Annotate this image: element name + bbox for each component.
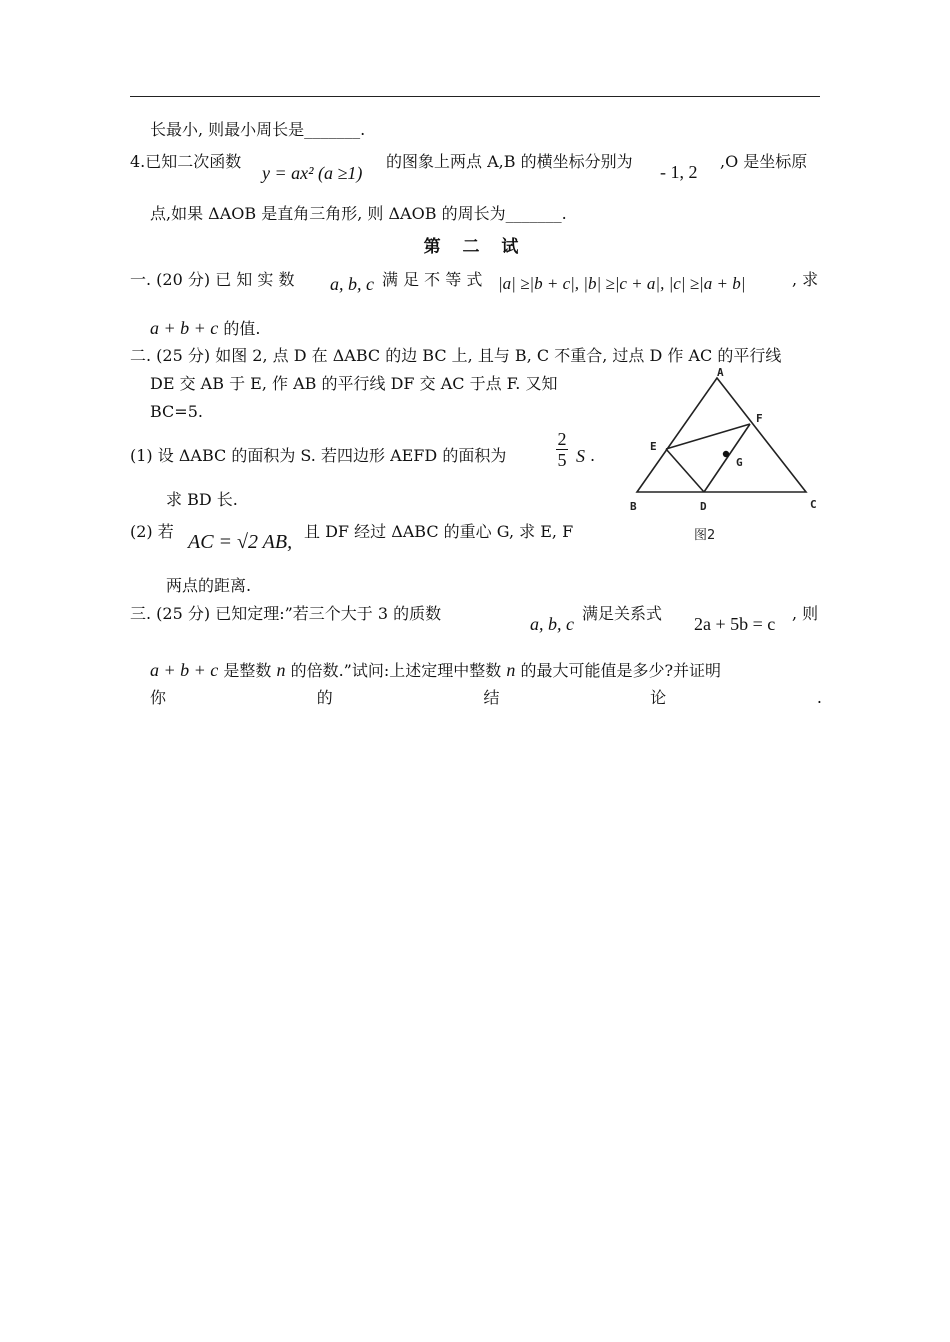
p3-line2-text3: 的最大可能值是多少?并证明 <box>520 661 722 680</box>
p2-line3: BC=5. <box>150 402 203 421</box>
p3-suffix: , 则 <box>792 604 819 623</box>
p3-word-4: . <box>816 688 822 707</box>
p1-prefix: 一. (20 分) 已 知 实 数 <box>130 270 295 289</box>
q4-suffix: ,O 是坐标原 <box>720 152 808 171</box>
p2-q1-var: S <box>576 446 585 466</box>
p2-q1 <box>130 446 506 466</box>
p1-mid: 满 足 不 等 式 <box>382 270 483 289</box>
label-f: F <box>756 412 763 425</box>
p2-line2: DE 交 AB 于 E, 作 AB 的平行线 DF 交 AC 于点 F. 又知 <box>150 374 558 393</box>
p2-line1: 二. (25 分) 如图 2, 点 D 在 ΔABC 的边 BC 上, 且与 B, C 不重合, 过点 D 作 AC 的平行线 <box>130 346 782 365</box>
triangle-abc <box>637 378 806 492</box>
p1-suffix: , 求 <box>792 270 819 289</box>
p2-q1-fraction <box>554 430 570 469</box>
segment-de <box>666 449 704 492</box>
p3-line2-text1: 是整数 <box>223 661 272 680</box>
q4-prefix: 4.已知二次函数 <box>130 152 242 171</box>
p1-line2 <box>150 318 260 339</box>
p2-q2-line2: 两点的距离. <box>166 576 252 595</box>
label-c: C <box>810 498 817 511</box>
segment-ef <box>666 424 750 449</box>
p1-vars: a, b, c <box>330 274 374 294</box>
q4-formula: y = ax² (a ≥1) <box>262 163 363 183</box>
triangle-figure <box>620 362 830 552</box>
segment-df <box>704 424 750 492</box>
p3-vars: a, b, c <box>530 614 574 634</box>
centroid-point <box>723 451 729 457</box>
p2-q2-math: AC = √2 AB, <box>188 531 293 553</box>
p1-sum: a + b + c <box>150 318 219 338</box>
continued-text: 长最小, 则最小周长是_______. <box>150 120 366 139</box>
p2-q2-suffix: 且 DF 经过 ΔABC 的重心 G, 求 E, F <box>304 522 574 541</box>
p3-line2 <box>150 660 721 681</box>
label-d: D <box>700 500 707 513</box>
p3-n: n <box>276 660 286 680</box>
p2-q1-prefix: (1) 设 ΔABC 的面积为 S. 若四边形 AEFD 的面积为 <box>130 446 507 465</box>
p1-line2-text: 的值. <box>223 319 261 338</box>
p2-q1-line2: 求 BD 长. <box>166 490 238 509</box>
p2-q2-prefix: (2) 若 <box>130 522 174 541</box>
section-title: 第 二 试 <box>423 237 527 257</box>
p3-word-0: 你 <box>150 688 167 707</box>
p3-n2: n <box>506 660 516 680</box>
q4-values: - 1, 2 <box>660 162 698 182</box>
label-b: B <box>630 500 637 513</box>
continued-line <box>150 120 365 140</box>
p3-line3 <box>150 688 822 708</box>
p2-q1-suffix: . <box>590 446 596 465</box>
q4-middle: 的图象上两点 A,B 的横坐标分别为 <box>386 152 633 171</box>
p3-word-3: 论 <box>650 688 667 707</box>
p3-word-1: 的 <box>316 688 333 707</box>
figure-caption: 图2 <box>694 528 716 543</box>
fraction-denominator: 5 <box>557 450 567 470</box>
q4-line1 <box>130 152 241 172</box>
fraction-numerator: 2 <box>557 429 567 449</box>
label-a: A <box>717 366 724 379</box>
q4-line2: 点,如果 ΔAOB 是直角三角形, 则 ΔAOB 的周长为_______. <box>150 204 567 223</box>
p1-inequalities: |a| ≥|b + c|, |b| ≥|c + a|, |c| ≥|a + b| <box>498 274 746 293</box>
label-e: E <box>650 440 657 453</box>
p3-prefix: 三. (25 分) 已知定理:”若三个大于 3 的质数 <box>130 604 442 623</box>
p3-relation: 2a + 5b = c <box>694 614 776 634</box>
p3-line2-text2: 的倍数.”试问:上述定理中整数 <box>290 661 502 680</box>
p3-sum: a + b + c <box>150 660 219 680</box>
label-g: G <box>736 456 743 469</box>
p3-mid: 满足关系式 <box>582 604 663 623</box>
p3-word-2: 结 <box>483 688 500 707</box>
header-rule <box>130 96 820 97</box>
